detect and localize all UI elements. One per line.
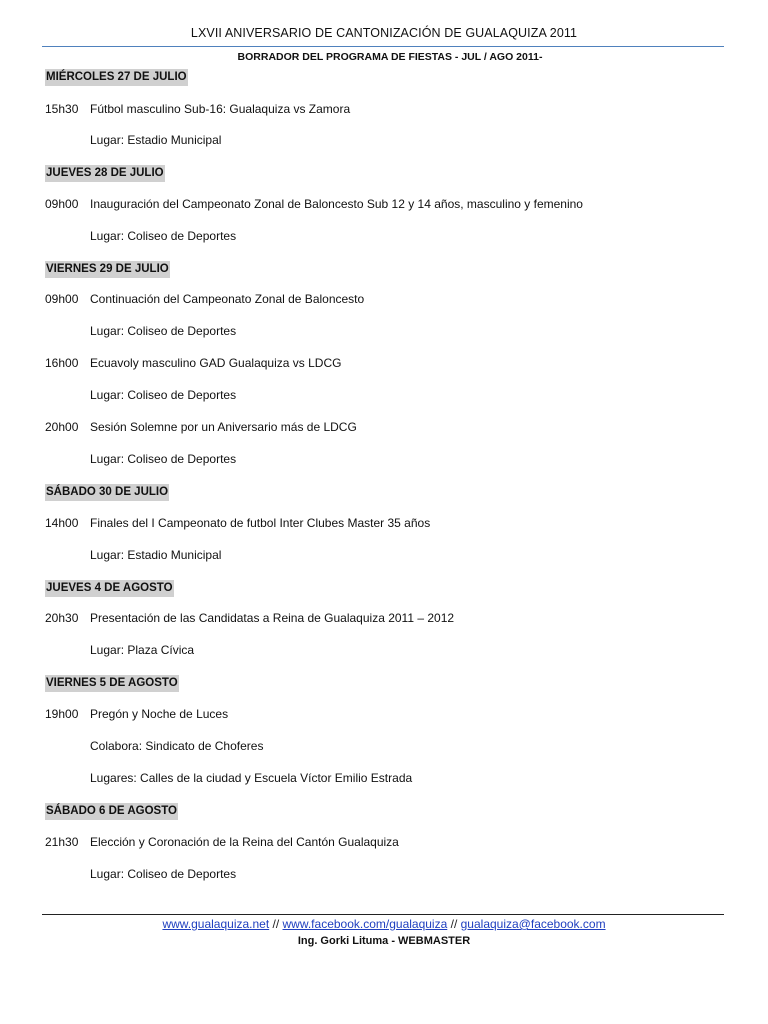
day-heading (45, 165, 165, 182)
day-heading (45, 803, 178, 820)
event-place: Lugar: Estadio Municipal (90, 133, 222, 147)
facebook-link[interactable]: www.facebook.com/gualaquiza (282, 917, 448, 931)
event-time: 09h00 (45, 292, 79, 306)
page-title: LXVII ANIVERSARIO DE CANTONIZACIÓN DE GUALAQUIZA 2011 (190, 26, 578, 40)
event-description: Pregón y Noche de Luces (90, 707, 229, 721)
event-row (45, 197, 583, 211)
event-row (45, 356, 341, 370)
event-row (45, 420, 357, 434)
day-label: SÁBADO 30 DE JULIO (45, 484, 169, 501)
event-place: Lugar: Coliseo de Deportes (90, 867, 237, 881)
event-row (45, 707, 228, 721)
email-link[interactable]: gualaquiza@facebook.com (460, 917, 606, 931)
event-place: Lugar: Coliseo de Deportes (90, 388, 237, 402)
event-row (45, 516, 430, 530)
event-description: Continuación del Campeonato Zonal de Baloncesto (90, 292, 365, 306)
event-row (45, 292, 364, 306)
event-place: Lugar: Coliseo de Deportes (90, 324, 237, 338)
footer-credit: Ing. Gorki Lituma - WEBMASTER (297, 935, 471, 947)
link-separator: // (447, 917, 461, 931)
event-description: Ecuavoly masculino GAD Gualaquiza vs LDCG (90, 356, 342, 370)
event-time: 16h00 (45, 356, 79, 370)
event-row (45, 835, 399, 849)
day-heading (45, 484, 169, 501)
day-heading (45, 580, 174, 597)
event-row (45, 611, 454, 625)
event-time: 21h30 (45, 835, 79, 849)
day-heading (45, 675, 179, 692)
event-description: Presentación de las Candidatas a Reina de Gualaquiza 2011 – 2012 (90, 611, 455, 625)
footer-links (0, 917, 768, 931)
day-label: VIERNES 5 DE AGOSTO (45, 675, 179, 692)
event-time: 20h00 (45, 420, 79, 434)
day-heading (45, 69, 188, 86)
event-place: Lugar: Plaza Cívica (90, 643, 195, 657)
event-time: 15h30 (45, 102, 79, 116)
event-place: Lugares: Calles de la ciudad y Escuela Víctor Emilio Estrada (90, 771, 413, 785)
day-heading (45, 261, 170, 278)
link-separator: // (269, 917, 283, 931)
page-subtitle: BORRADOR DEL PROGRAMA DE FIESTAS - JUL / AGO 2011- (237, 51, 543, 63)
event-description: Sesión Solemne por un Aniversario más de LDCG (90, 420, 357, 434)
day-label: MIÉRCOLES 27 DE JULIO (45, 69, 188, 86)
event-time: 19h00 (45, 707, 79, 721)
event-description: Elección y Coronación de la Reina del Cantón Gualaquiza (90, 835, 399, 849)
event-description: Fútbol masculino Sub-16: Gualaquiza vs Zamora (90, 102, 351, 116)
event-description: Finales del I Campeonato de futbol Inter Clubes Master 35 años (90, 516, 431, 530)
footer-divider (42, 914, 724, 915)
event-place: Lugar: Coliseo de Deportes (90, 229, 237, 243)
website-link[interactable]: www.gualaquiza.net (162, 917, 270, 931)
day-label: JUEVES 28 DE JULIO (45, 165, 165, 182)
event-collaborator: Colabora: Sindicato de Choferes (90, 739, 264, 753)
event-row (45, 102, 350, 116)
day-label: SÁBADO 6 DE AGOSTO (45, 803, 178, 820)
day-label: JUEVES 4 DE AGOSTO (45, 580, 174, 597)
event-time: 14h00 (45, 516, 79, 530)
day-label: VIERNES 29 DE JULIO (45, 261, 170, 278)
event-time: 09h00 (45, 197, 79, 211)
event-place: Lugar: Estadio Municipal (90, 548, 222, 562)
header-divider (42, 46, 724, 47)
event-description: Inauguración del Campeonato Zonal de Baloncesto Sub 12 y 14 años, masculino y femenino (90, 197, 583, 211)
event-place: Lugar: Coliseo de Deportes (90, 452, 237, 466)
event-time: 20h30 (45, 611, 79, 625)
